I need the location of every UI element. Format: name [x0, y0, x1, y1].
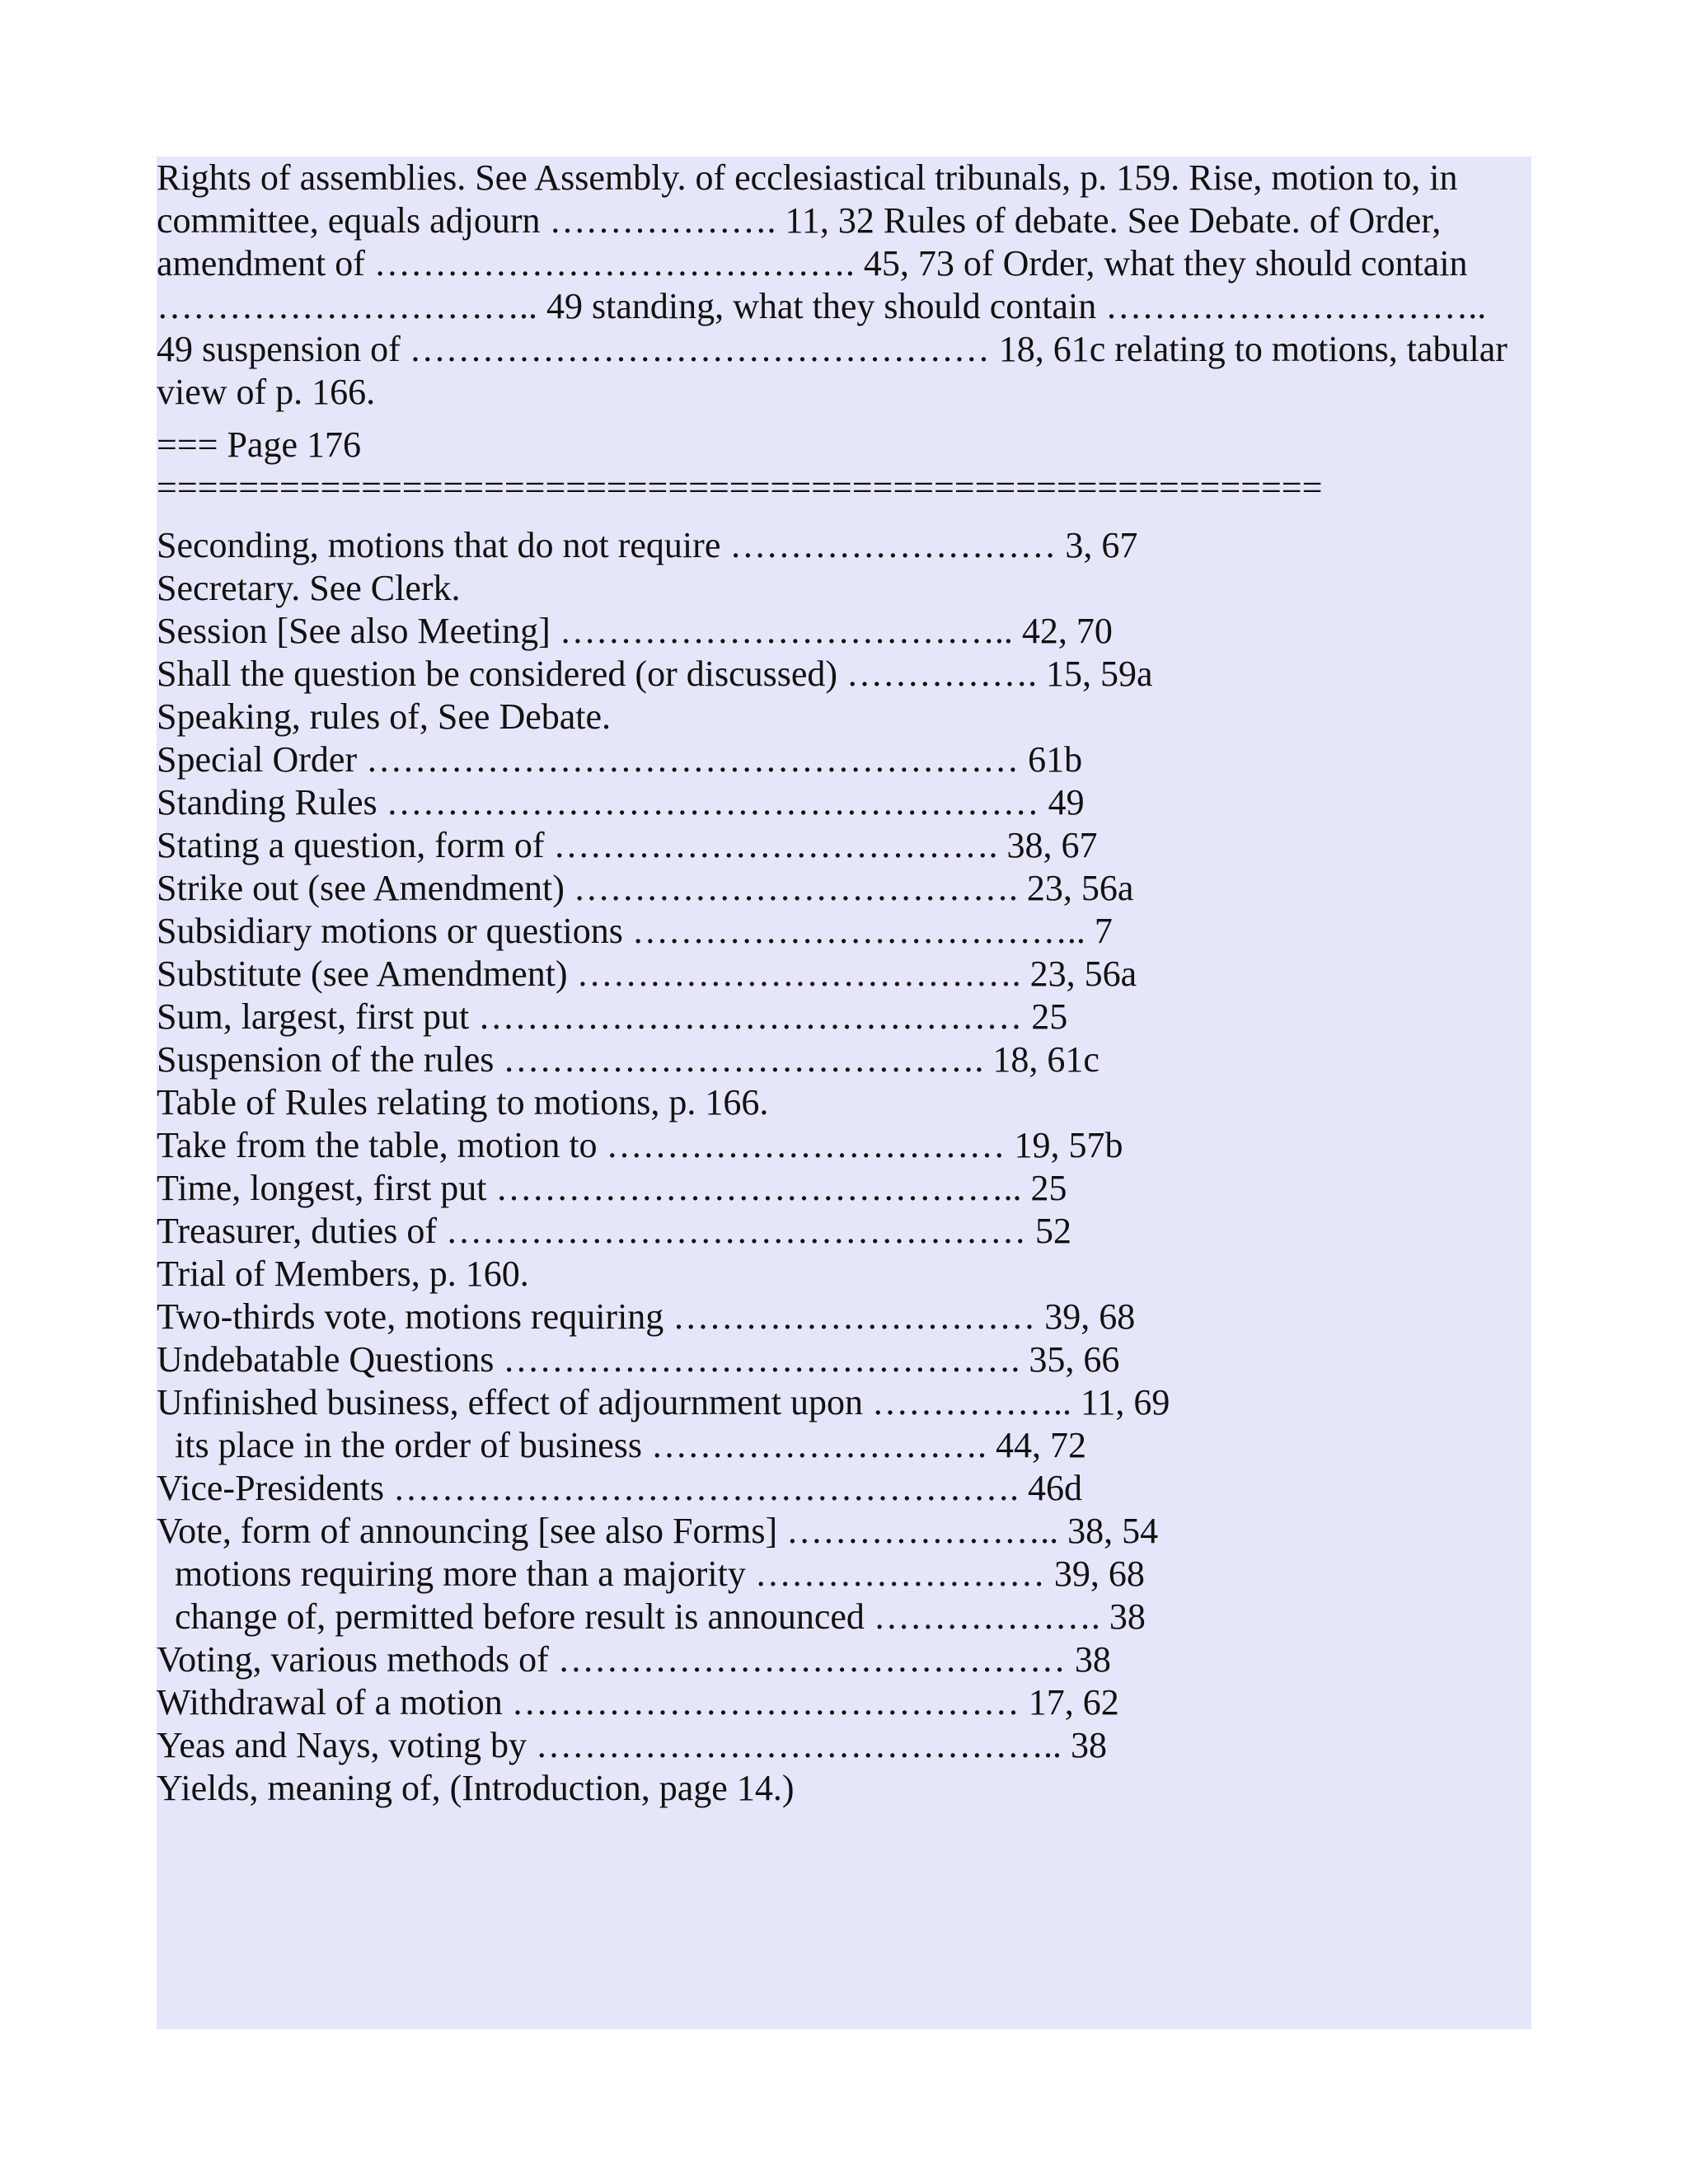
index-entry: Strike out (see Amendment) ………………………………. 23, 56a: [157, 868, 1134, 908]
index-entry: Sum, largest, first put ……………………………………… 25: [157, 996, 1068, 1037]
index-entry: Secretary. See Clerk.: [157, 568, 461, 608]
page-panel: [157, 157, 1531, 2029]
index-entry: Two-thirds vote, motions requiring ………………………… 39, 68: [157, 1296, 1136, 1337]
index-entry: Session [See also Meeting] ……………………………….. 42, 70: [157, 611, 1113, 651]
intro-paragraph: Rights of assemblies. See Assembly. of ecclesiastical tribunals, p. 159. Rise, motion to, in committee, equals adjourn ………………. 11, 32 Rules of debate. See Debate. of Order, amendment of …………………………………. 45, 73 of Order, what they should contain ………………………….. 49 standing, what they should contain ………………………….. 49 suspension of ………………………………………… 18, 61c relating to motions, tabular view of p. 166.: [157, 157, 1507, 412]
page-marker: === Page 176: [157, 424, 361, 465]
index-entry: Undebatable Questions ……………………………………. 35, 66: [157, 1339, 1120, 1380]
index-entry: Speaking, rules of, See Debate.: [157, 696, 612, 737]
index-entry: Subsidiary motions or questions ……………………………….. 7: [157, 911, 1113, 951]
index-entry: Seconding, motions that do not require ……………………… 3, 67: [157, 525, 1138, 565]
index-entry: its place in the order of business ………………………. 44, 72: [157, 1425, 1086, 1465]
index-entry: Voting, various methods of …………………………………… 38: [157, 1639, 1111, 1680]
index-entry: Stating a question, form of ………………………………. 38, 67: [157, 825, 1098, 865]
index-entry: change of, permitted before result is announced ………………. 38: [157, 1596, 1146, 1637]
index-entry: Trial of Members, p. 160.: [157, 1254, 529, 1294]
index-entry: Shall the question be considered (or discussed) ……………. 15, 59a: [157, 654, 1153, 694]
index-entry: Suspension of the rules …………………………………. 18, 61c: [157, 1039, 1100, 1080]
document-content: [157, 157, 1531, 1810]
index-entry: Table of Rules relating to motions, p. 166.: [157, 1082, 769, 1122]
index-entry: Take from the table, motion to …………………………… 19, 57b: [157, 1125, 1123, 1165]
index-list: [157, 524, 1531, 1810]
index-entry: Time, longest, first put …………………………………….. 25: [157, 1168, 1067, 1208]
index-entry: motions requiring more than a majority …………………… 39, 68: [157, 1554, 1145, 1594]
index-entry: Vote, form of announcing [see also Forms] ………………….. 38, 54: [157, 1511, 1159, 1551]
index-entry: Standing Rules ……………………………………………… 49: [157, 782, 1085, 823]
index-entry: Unfinished business, effect of adjournment upon …………….. 11, 69: [157, 1382, 1170, 1422]
index-entry: Treasurer, duties of ………………………………………… 52: [157, 1211, 1071, 1251]
index-entry: Special Order ……………………………………………… 61b: [157, 739, 1083, 780]
separator-rule: =========================================================: [157, 467, 1323, 508]
index-entry: Vice-Presidents ……………………………………………. 46d: [157, 1468, 1082, 1508]
index-entry: Withdrawal of a motion …………………………………… 17, 62: [157, 1682, 1119, 1722]
index-entry: Yeas and Nays, voting by …………………………………….. 38: [157, 1725, 1107, 1765]
index-entry: Substitute (see Amendment) ………………………………. 23, 56a: [157, 954, 1137, 994]
index-entry: Yields, meaning of, (Introduction, page 14.): [157, 1768, 795, 1808]
